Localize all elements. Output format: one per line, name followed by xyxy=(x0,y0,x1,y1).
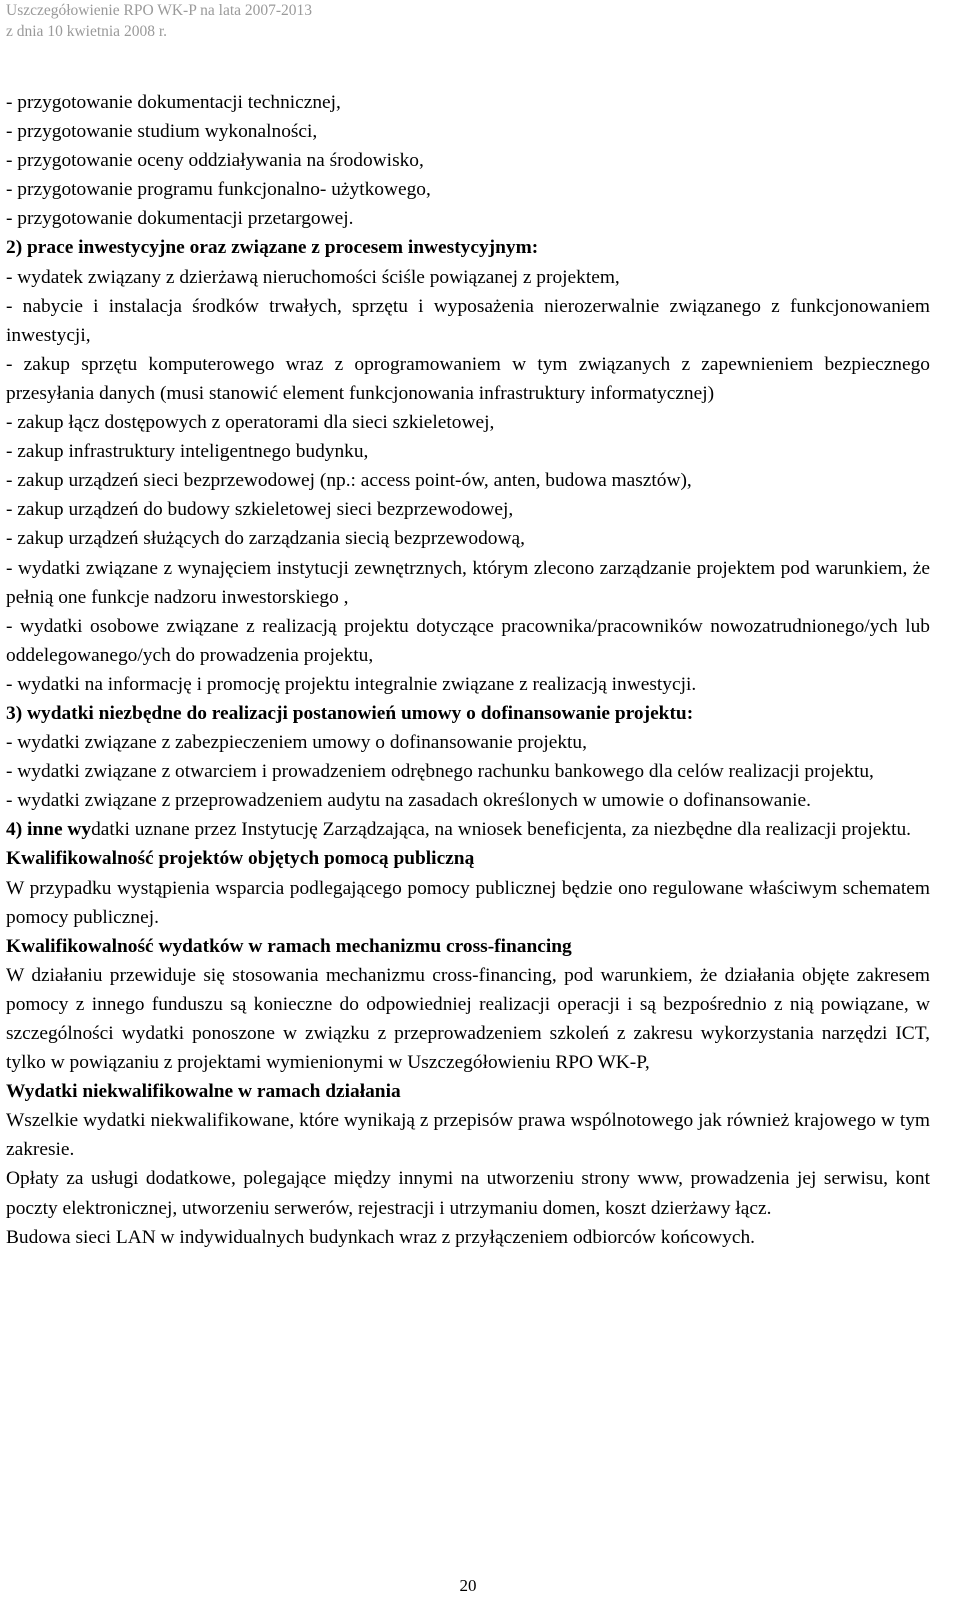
list-item: - zakup urządzeń sieci bezprzewodowej (np.: access point-ów, anten, budowa masztów), xyxy=(6,470,692,492)
list-item: - zakup sprzętu komputerowego wraz z oprogramowaniem w tym związanych z zapewnieniem bezpiecznego przesyłania danych (musi stanowić element funkcjonowania infrastruktury informatycznej) xyxy=(6,353,930,404)
list-item: - wydatek związany z dzierżawą nieruchomości ściśle powiązanej z projektem, xyxy=(6,266,620,288)
list-item: - zakup infrastruktury inteligentnego budynku, xyxy=(6,441,369,463)
heading-public-aid: Kwalifikowalność projektów objętych pomocą publiczną xyxy=(6,848,475,870)
section-heading-2: 2) prace inwestycyjne oraz związane z procesem inwestycyjnym: xyxy=(6,237,539,259)
page-header xyxy=(6,0,312,42)
list-item: - przygotowanie oceny oddziaływania na środowisko, xyxy=(6,150,424,172)
list-item: - przygotowanie dokumentacji technicznej, xyxy=(6,92,341,113)
heading-ineligible-expenses: Wydatki niekwalifikowalne w ramach działania xyxy=(6,1081,401,1103)
list-item: - przygotowanie dokumentacji przetargowej. xyxy=(6,208,354,230)
paragraph: W działaniu przewiduje się stosowania mechanizmu cross-financing, pod warunkiem, że działania objęte zakresem pomocy z innego funduszu są konieczne do odpowiedniej realizacji operacji i są bezpośrednio z nią powiązane, w szczególności wydatki ponoszone w związku z przeprowadzeniem szkoleń z zakresu wykorzystania narzędzi ICT, tylko w powiązaniu z projektami wymienionymi w Uszczegółowieniu RPO WK-P, xyxy=(6,964,930,1074)
list-item: - przygotowanie studium wykonalności, xyxy=(6,121,318,143)
paragraph: Opłaty za usługi dodatkowe, polegające między innymi na utworzeniu strony www, prowadzenia jej serwisu, kont poczty elektronicznej, utworzeniu serwerów, rejestracji i utrzymaniu domen, koszt dzierżawy łącz. xyxy=(6,1168,930,1219)
section-4-paragraph xyxy=(6,815,930,844)
list-item: - zakup urządzeń do budowy szkieletowej sieci bezprzewodowej, xyxy=(6,499,514,521)
list-item: - wydatki związane z wynajęciem instytucji zewnętrznych, którym zlecono zarządzanie projektem pod warunkiem, że pełnią one funkcje nadzoru inwestorskiego , xyxy=(6,557,930,608)
list-item: - wydatki osobowe związane z realizacją projektu dotyczące pracownika/pracowników nowozatrudnionego/ych lub oddelegowanego/ych do prowadzenia projektu, xyxy=(6,615,930,666)
section-4-text: datki uznane przez Instytucję Zarządzająca, na wniosek beneficjenta, za niezbędne dla realizacji projektu. xyxy=(91,819,911,841)
section-4-lead: 4) inne wy xyxy=(6,819,92,841)
list-item: - wydatki związane z przeprowadzeniem audytu na zasadach określonych w umowie o dofinansowanie. xyxy=(6,790,811,812)
paragraph: Wszelkie wydatki niekwalifikowane, które wynikają z przepisów prawa wspólnotowego jak również krajowego w tym zakresie. xyxy=(6,1110,930,1161)
list-item: - wydatki związane z zabezpieczeniem umowy o dofinansowanie projektu, xyxy=(6,732,587,754)
paragraph: W przypadku wystąpienia wsparcia podlegającego pomocy publicznej będzie ono regulowane właściwym schematem pomocy publicznej. xyxy=(6,877,930,928)
list-item: - zakup łącz dostępowych z operatorami dla sieci szkieletowej, xyxy=(6,412,495,434)
header-document-title: Uszczegółowienie RPO WK-P na lata 2007-2013 xyxy=(6,2,313,19)
list-item: - wydatki związane z otwarciem i prowadzeniem odrębnego rachunku bankowego dla celów realizacji projektu, xyxy=(6,761,874,783)
header-document-date: z dnia 10 kwietnia 2008 r. xyxy=(6,23,167,40)
list-item: - przygotowanie programu funkcjonalno- użytkowego, xyxy=(6,179,431,201)
section-heading-3: 3) wydatki niezbędne do realizacji postanowień umowy o dofinansowanie projektu: xyxy=(6,702,694,724)
list-item: - wydatki na informację i promocję projektu integralnie związane z realizacją inwestycji. xyxy=(6,673,697,695)
list-item: - zakup urządzeń służących do zarządzania siecią bezprzewodową, xyxy=(6,528,525,550)
document-body xyxy=(6,88,930,1252)
paragraph: Budowa sieci LAN w indywidualnych budynkach wraz z przyłączeniem odbiorców końcowych. xyxy=(6,1226,756,1248)
list-item: - nabycie i instalacja środków trwałych, sprzętu i wyposażenia nierozerwalnie związanego z funkcjonowaniem inwestycji, xyxy=(6,295,930,346)
heading-cross-financing: Kwalifikowalność wydatków w ramach mechanizmu cross-financing xyxy=(6,935,572,957)
page-number: 20 xyxy=(459,1576,477,1595)
